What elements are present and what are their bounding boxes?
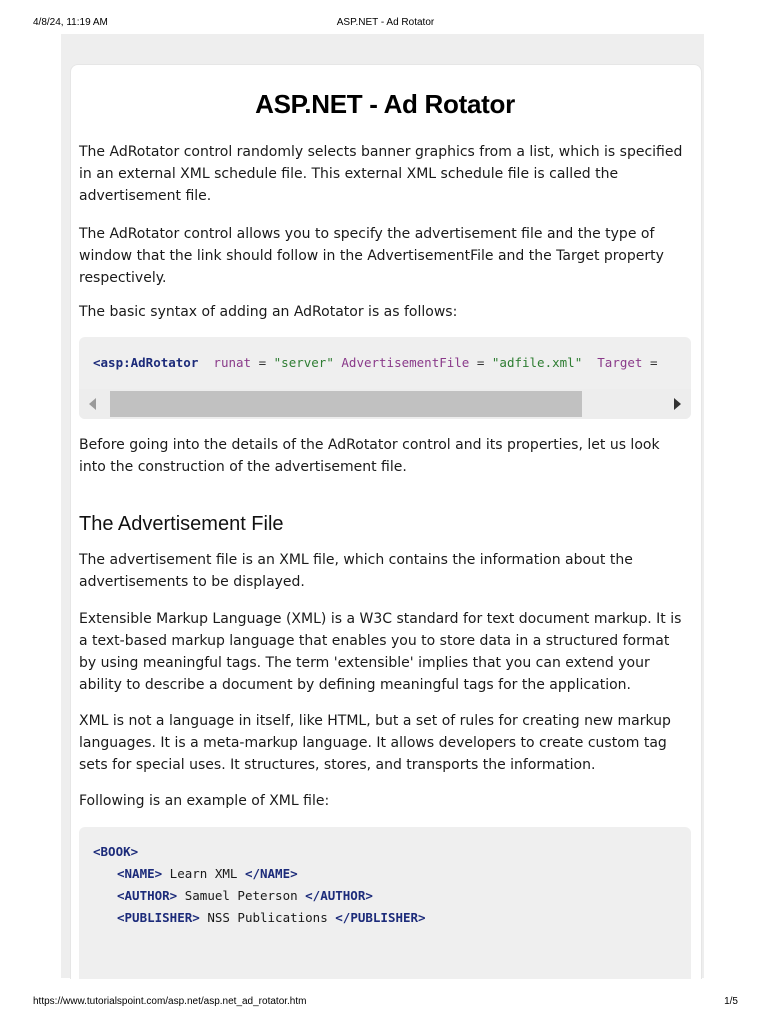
- xml-line-book: [93, 844, 138, 859]
- code-attr-target: Target: [597, 355, 643, 370]
- code-eq-1: =: [251, 355, 274, 370]
- print-datetime: 4/8/24, 11:19 AM: [33, 17, 108, 28]
- xml-name-open-tag: <NAME>: [117, 866, 163, 881]
- section-heading: The Advertisement File: [79, 513, 284, 535]
- intro-paragraph-1: The AdRotator control randomly selects banner graphics from a list, which is specified in an external XML schedule file. This external XML schedule file is called the advertisement file.: [79, 144, 683, 204]
- syntax-code-block[interactable]: [79, 337, 691, 419]
- xml-name-close-tag: </NAME>: [244, 866, 298, 881]
- intro-paragraph-3: The basic syntax of adding an AdRotator is as follows:: [79, 304, 458, 320]
- xml-line-author: [117, 888, 373, 903]
- xml-line-name: [117, 866, 298, 881]
- code-attr-runat: runat: [213, 355, 252, 370]
- section-paragraph-2: Extensible Markup Language (XML) is a W3C standard for text document markup. It is a text-based markup language that enables you to store data in a structured format by using meaningful tags. The term 'extensible' implies that you can extend your ability to describe a document by defining meaningful tags for the application.: [79, 611, 682, 693]
- article-card: [70, 64, 702, 979]
- code-eq-3: =: [642, 355, 658, 370]
- xml-author-text: Samuel Peterson: [177, 888, 306, 903]
- print-header: [33, 17, 738, 31]
- code-attr-advertisementfile: AdvertisementFile: [341, 355, 470, 370]
- page-indicator: 1/5: [724, 996, 738, 1007]
- after-code-paragraph: Before going into the details of the AdRotator control and its properties, let us look into the construction of the advertisement file.: [79, 437, 660, 475]
- xml-publisher-open-tag: <PUBLISHER>: [117, 910, 200, 925]
- xml-book-open-tag: <BOOK>: [93, 844, 139, 859]
- xml-publisher-close-tag: </PUBLISHER>: [335, 910, 426, 925]
- xml-name-text: Learn XML: [162, 866, 245, 881]
- section-paragraph-1: The advertisement file is an XML file, which contains the information about the advertisements to be displayed.: [79, 552, 633, 590]
- intro-paragraph-2: The AdRotator control allows you to specify the advertisement file and the type of window that the link should follow in the AdvertisementFile and the Target property respectively.: [79, 226, 664, 286]
- scroll-left-arrow-icon[interactable]: [89, 398, 96, 410]
- print-page-title: ASP.NET - Ad Rotator: [336, 17, 435, 28]
- xml-publisher-text: NSS Publications: [199, 910, 336, 925]
- print-url: https://www.tutorialspoint.com/asp.net/asp.net_ad_rotator.htm: [33, 996, 307, 1007]
- scroll-right-arrow-icon[interactable]: [674, 398, 681, 410]
- article-title: ASP.NET - Ad Rotator: [255, 89, 515, 119]
- code-tag: <asp:AdRotator: [93, 355, 199, 370]
- scrollbar-thumb[interactable]: [110, 391, 582, 417]
- code-eq-2: =: [469, 355, 492, 370]
- xml-author-close-tag: </AUTHOR>: [305, 888, 373, 903]
- section-paragraph-4: Following is an example of XML file:: [79, 793, 330, 809]
- section-paragraph-3: XML is not a language in itself, like HTML, but a set of rules for creating new markup languages. It is a meta-markup language. It allows developers to create custom tag sets for special uses. It structures, stores, and transports the information.: [79, 713, 671, 773]
- horizontal-scrollbar[interactable]: [79, 389, 691, 419]
- syntax-code-line: [93, 355, 658, 370]
- xml-example-code-block[interactable]: [79, 827, 691, 979]
- code-val-runat: "server": [273, 355, 334, 370]
- xml-line-publisher: [117, 910, 426, 925]
- xml-author-open-tag: <AUTHOR>: [117, 888, 178, 903]
- code-val-advertisementfile: "adfile.xml": [491, 355, 583, 370]
- print-footer: [33, 996, 738, 1010]
